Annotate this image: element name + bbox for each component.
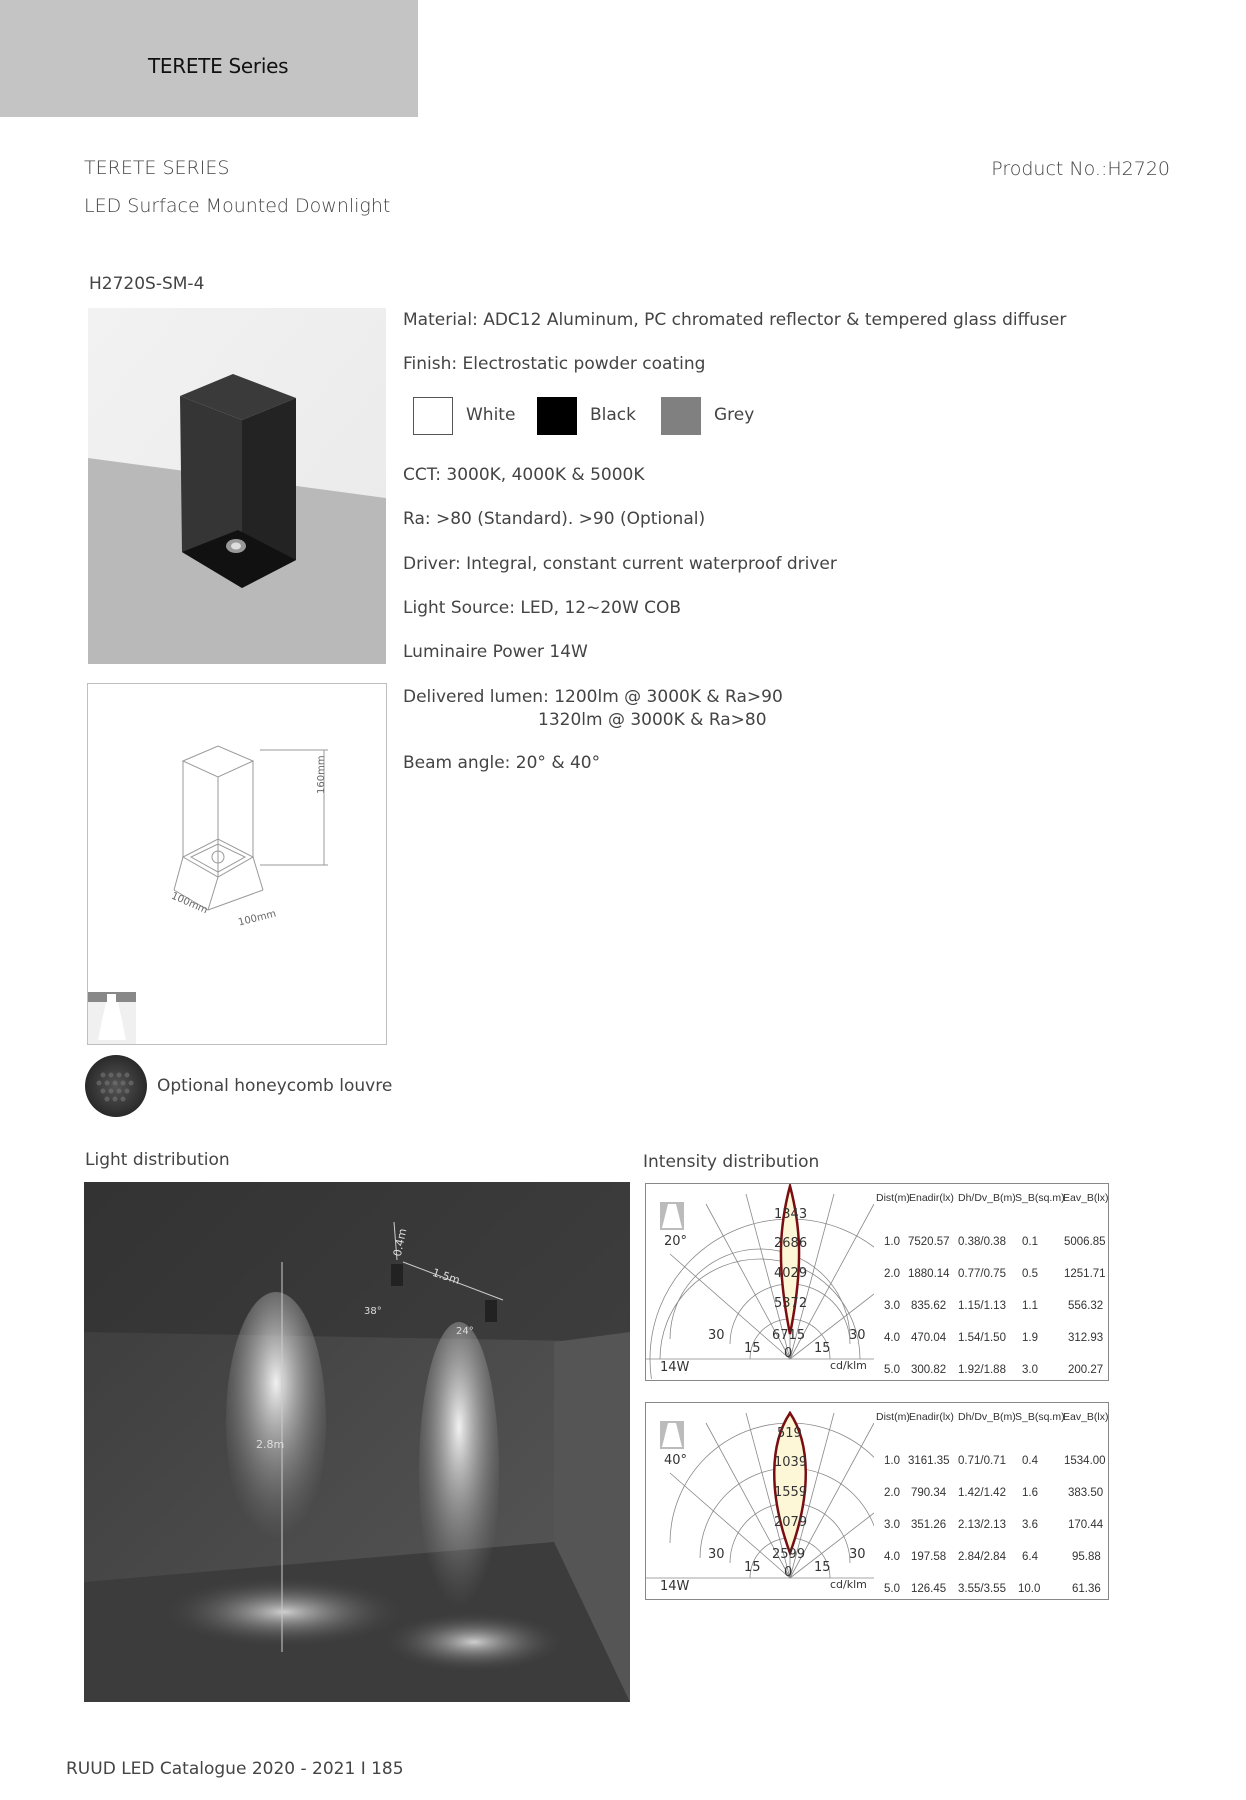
table-cell: 1.54/1.50 <box>958 1332 1006 1344</box>
col-header: Dist(m) <box>876 1192 910 1204</box>
table-cell: 3161.35 <box>908 1455 950 1467</box>
col-header: Dist(m) <box>876 1411 910 1423</box>
dim-depth: 100mm <box>237 908 278 929</box>
ring-label: 519 <box>777 1426 802 1441</box>
panel-power-label: 14W <box>660 1579 690 1594</box>
model-code: H2720S-SM-4 <box>89 274 205 294</box>
color-label-white: White <box>466 405 516 425</box>
intensity-panel-20 <box>645 1183 1109 1381</box>
col-header: Enadir(lx) <box>909 1411 954 1423</box>
scene-spacing: 1.5m <box>430 1265 462 1288</box>
table-cell: 2.13/2.13 <box>958 1519 1006 1531</box>
table-cell: 6.4 <box>1022 1551 1038 1563</box>
table-cell: 1880.14 <box>908 1268 950 1280</box>
col-header: Eav_B(lx) <box>1063 1192 1109 1204</box>
col-header: S_B(sq.m) <box>1015 1411 1065 1423</box>
scene-angle-a: 38° <box>364 1306 382 1317</box>
table-cell: 95.88 <box>1072 1551 1101 1563</box>
table-cell: 0.71/0.71 <box>958 1455 1006 1467</box>
product-photo <box>88 308 386 664</box>
unit-label: cd/klm <box>830 1578 867 1591</box>
table-cell: 3.55/3.55 <box>958 1583 1006 1595</box>
table-cell: 3.0 <box>884 1300 900 1312</box>
table-cell: 1.0 <box>884 1455 900 1467</box>
ring-label: 4029 <box>774 1266 808 1281</box>
spec-lumen-2: 1320lm @ 3000K & Ra>80 <box>538 710 767 730</box>
table-cell: 790.34 <box>911 1487 947 1499</box>
table-cell: 835.62 <box>911 1300 947 1312</box>
ring-label: 6715 <box>772 1328 806 1343</box>
table-cell: 1.15/1.13 <box>958 1300 1006 1312</box>
table-cell: 383.50 <box>1068 1487 1104 1499</box>
spec-material: Material: ADC12 Aluminum, PC chromated reflector & tempered glass diffuser <box>403 310 1067 330</box>
dim-width: 100mm <box>169 890 210 917</box>
spec-power: Luminaire Power 14W <box>403 642 588 662</box>
col-header: Dh/Dv_B(m) <box>958 1192 1016 1204</box>
table-cell: 1.9 <box>1022 1332 1038 1344</box>
ring-label: 2599 <box>772 1547 806 1562</box>
unit-label: cd/klm <box>830 1359 867 1372</box>
spec-driver: Driver: Integral, constant current waterproof driver <box>403 554 837 574</box>
col-header: Eav_B(lx) <box>1063 1411 1109 1423</box>
table-cell: 5.0 <box>884 1364 900 1376</box>
panel-beam-label: 40° <box>664 1453 688 1468</box>
spec-ra: Ra: >80 (Standard). >90 (Optional) <box>403 509 706 529</box>
color-swatch-grey <box>661 397 701 435</box>
angle-tick: 30 <box>708 1328 725 1343</box>
table-cell: 312.93 <box>1068 1332 1104 1344</box>
color-label-grey: Grey <box>714 405 755 425</box>
light-distribution-heading: Light distribution <box>85 1150 230 1170</box>
spec-finish: Finish: Electrostatic powder coating <box>403 354 706 374</box>
panel-power-label: 14W <box>660 1360 690 1375</box>
panel-beam-label: 20° <box>664 1234 688 1249</box>
angle-tick: 15 <box>744 1560 761 1575</box>
angle-tick: 30 <box>708 1547 725 1562</box>
table-cell: 5.0 <box>884 1583 900 1595</box>
angle-tick: 0 <box>784 1346 793 1361</box>
angle-tick: 15 <box>814 1560 831 1575</box>
table-cell: 0.5 <box>1022 1268 1038 1280</box>
table-cell: 556.32 <box>1068 1300 1104 1312</box>
ring-label: 1039 <box>774 1455 808 1470</box>
product-number: Product No.:H2720 <box>991 158 1170 180</box>
table-cell: 170.44 <box>1068 1519 1104 1531</box>
table-cell: 197.58 <box>911 1551 947 1563</box>
table-cell: 1534.00 <box>1064 1455 1106 1467</box>
series-tab-label: TERETE Series <box>148 54 289 78</box>
light-distribution-image <box>84 1182 630 1702</box>
table-cell: 126.45 <box>911 1583 947 1595</box>
table-cell: 3.6 <box>1022 1519 1038 1531</box>
col-header: S_B(sq.m) <box>1015 1192 1065 1204</box>
spec-light-source: Light Source: LED, 12~20W COB <box>403 598 682 618</box>
intensity-panel-40 <box>645 1402 1109 1600</box>
angle-tick: 15 <box>744 1341 761 1356</box>
table-cell: 0.38/0.38 <box>958 1236 1006 1248</box>
ring-label: 1343 <box>774 1207 808 1222</box>
angle-tick: 15 <box>814 1341 831 1356</box>
table-cell: 1.1 <box>1022 1300 1038 1312</box>
ring-label: 5372 <box>774 1296 808 1311</box>
table-cell: 200.27 <box>1068 1364 1104 1376</box>
color-swatch-black <box>537 397 577 435</box>
page-footer: RUUD LED Catalogue 2020 - 2021 I 185 <box>66 1759 404 1779</box>
scene-offset: 0.4m <box>390 1227 410 1258</box>
product-subtitle: LED Surface Mounted Downlight <box>84 195 391 217</box>
table-cell: 1.92/1.88 <box>958 1364 1006 1376</box>
col-header: Dh/Dv_B(m) <box>958 1411 1016 1423</box>
table-cell: 0.1 <box>1022 1236 1038 1248</box>
table-cell: 1.42/1.42 <box>958 1487 1006 1499</box>
ring-label: 1559 <box>774 1485 808 1500</box>
color-label-black: Black <box>590 405 636 425</box>
ring-label: 2079 <box>774 1515 808 1530</box>
honeycomb-louvre-image <box>85 1055 147 1117</box>
table-cell: 4.0 <box>884 1551 900 1563</box>
series-title: TERETE SERIES <box>84 157 230 179</box>
scene-height: 2.8m <box>256 1438 285 1451</box>
table-cell: 4.0 <box>884 1332 900 1344</box>
dimension-drawing <box>87 683 387 1045</box>
angle-tick: 30 <box>849 1328 866 1343</box>
table-cell: 0.77/0.75 <box>958 1268 1006 1280</box>
table-cell: 0.4 <box>1022 1455 1038 1467</box>
dim-height: 160mm <box>316 755 327 794</box>
table-cell: 300.82 <box>911 1364 947 1376</box>
table-cell: 2.0 <box>884 1487 900 1499</box>
table-cell: 5006.85 <box>1064 1236 1106 1248</box>
table-cell: 2.0 <box>884 1268 900 1280</box>
table-cell: 1.0 <box>884 1236 900 1248</box>
table-cell: 10.0 <box>1018 1583 1041 1595</box>
scene-angle-b: 24° <box>456 1326 474 1337</box>
col-header: Enadir(lx) <box>909 1192 954 1204</box>
honeycomb-louvre-label: Optional honeycomb louvre <box>157 1076 393 1096</box>
table-cell: 7520.57 <box>908 1236 950 1248</box>
angle-tick: 30 <box>849 1547 866 1562</box>
spec-lumen-1: Delivered lumen: 1200lm @ 3000K & Ra>90 <box>403 687 783 707</box>
table-cell: 2.84/2.84 <box>958 1551 1006 1563</box>
ring-label: 2686 <box>774 1236 808 1251</box>
table-cell: 3.0 <box>1022 1364 1038 1376</box>
table-cell: 61.36 <box>1072 1583 1101 1595</box>
table-cell: 1251.71 <box>1064 1268 1106 1280</box>
table-cell: 470.04 <box>911 1332 947 1344</box>
spec-beam-angle: Beam angle: 20° & 40° <box>403 753 601 773</box>
color-swatch-white <box>413 397 453 435</box>
series-tab <box>0 0 418 117</box>
spec-cct: CCT: 3000K, 4000K & 5000K <box>403 465 645 485</box>
table-cell: 351.26 <box>911 1519 947 1531</box>
intensity-distribution-heading: Intensity distribution <box>643 1152 820 1172</box>
table-cell: 1.6 <box>1022 1487 1038 1499</box>
table-cell: 3.0 <box>884 1519 900 1531</box>
angle-tick: 0 <box>784 1565 793 1580</box>
